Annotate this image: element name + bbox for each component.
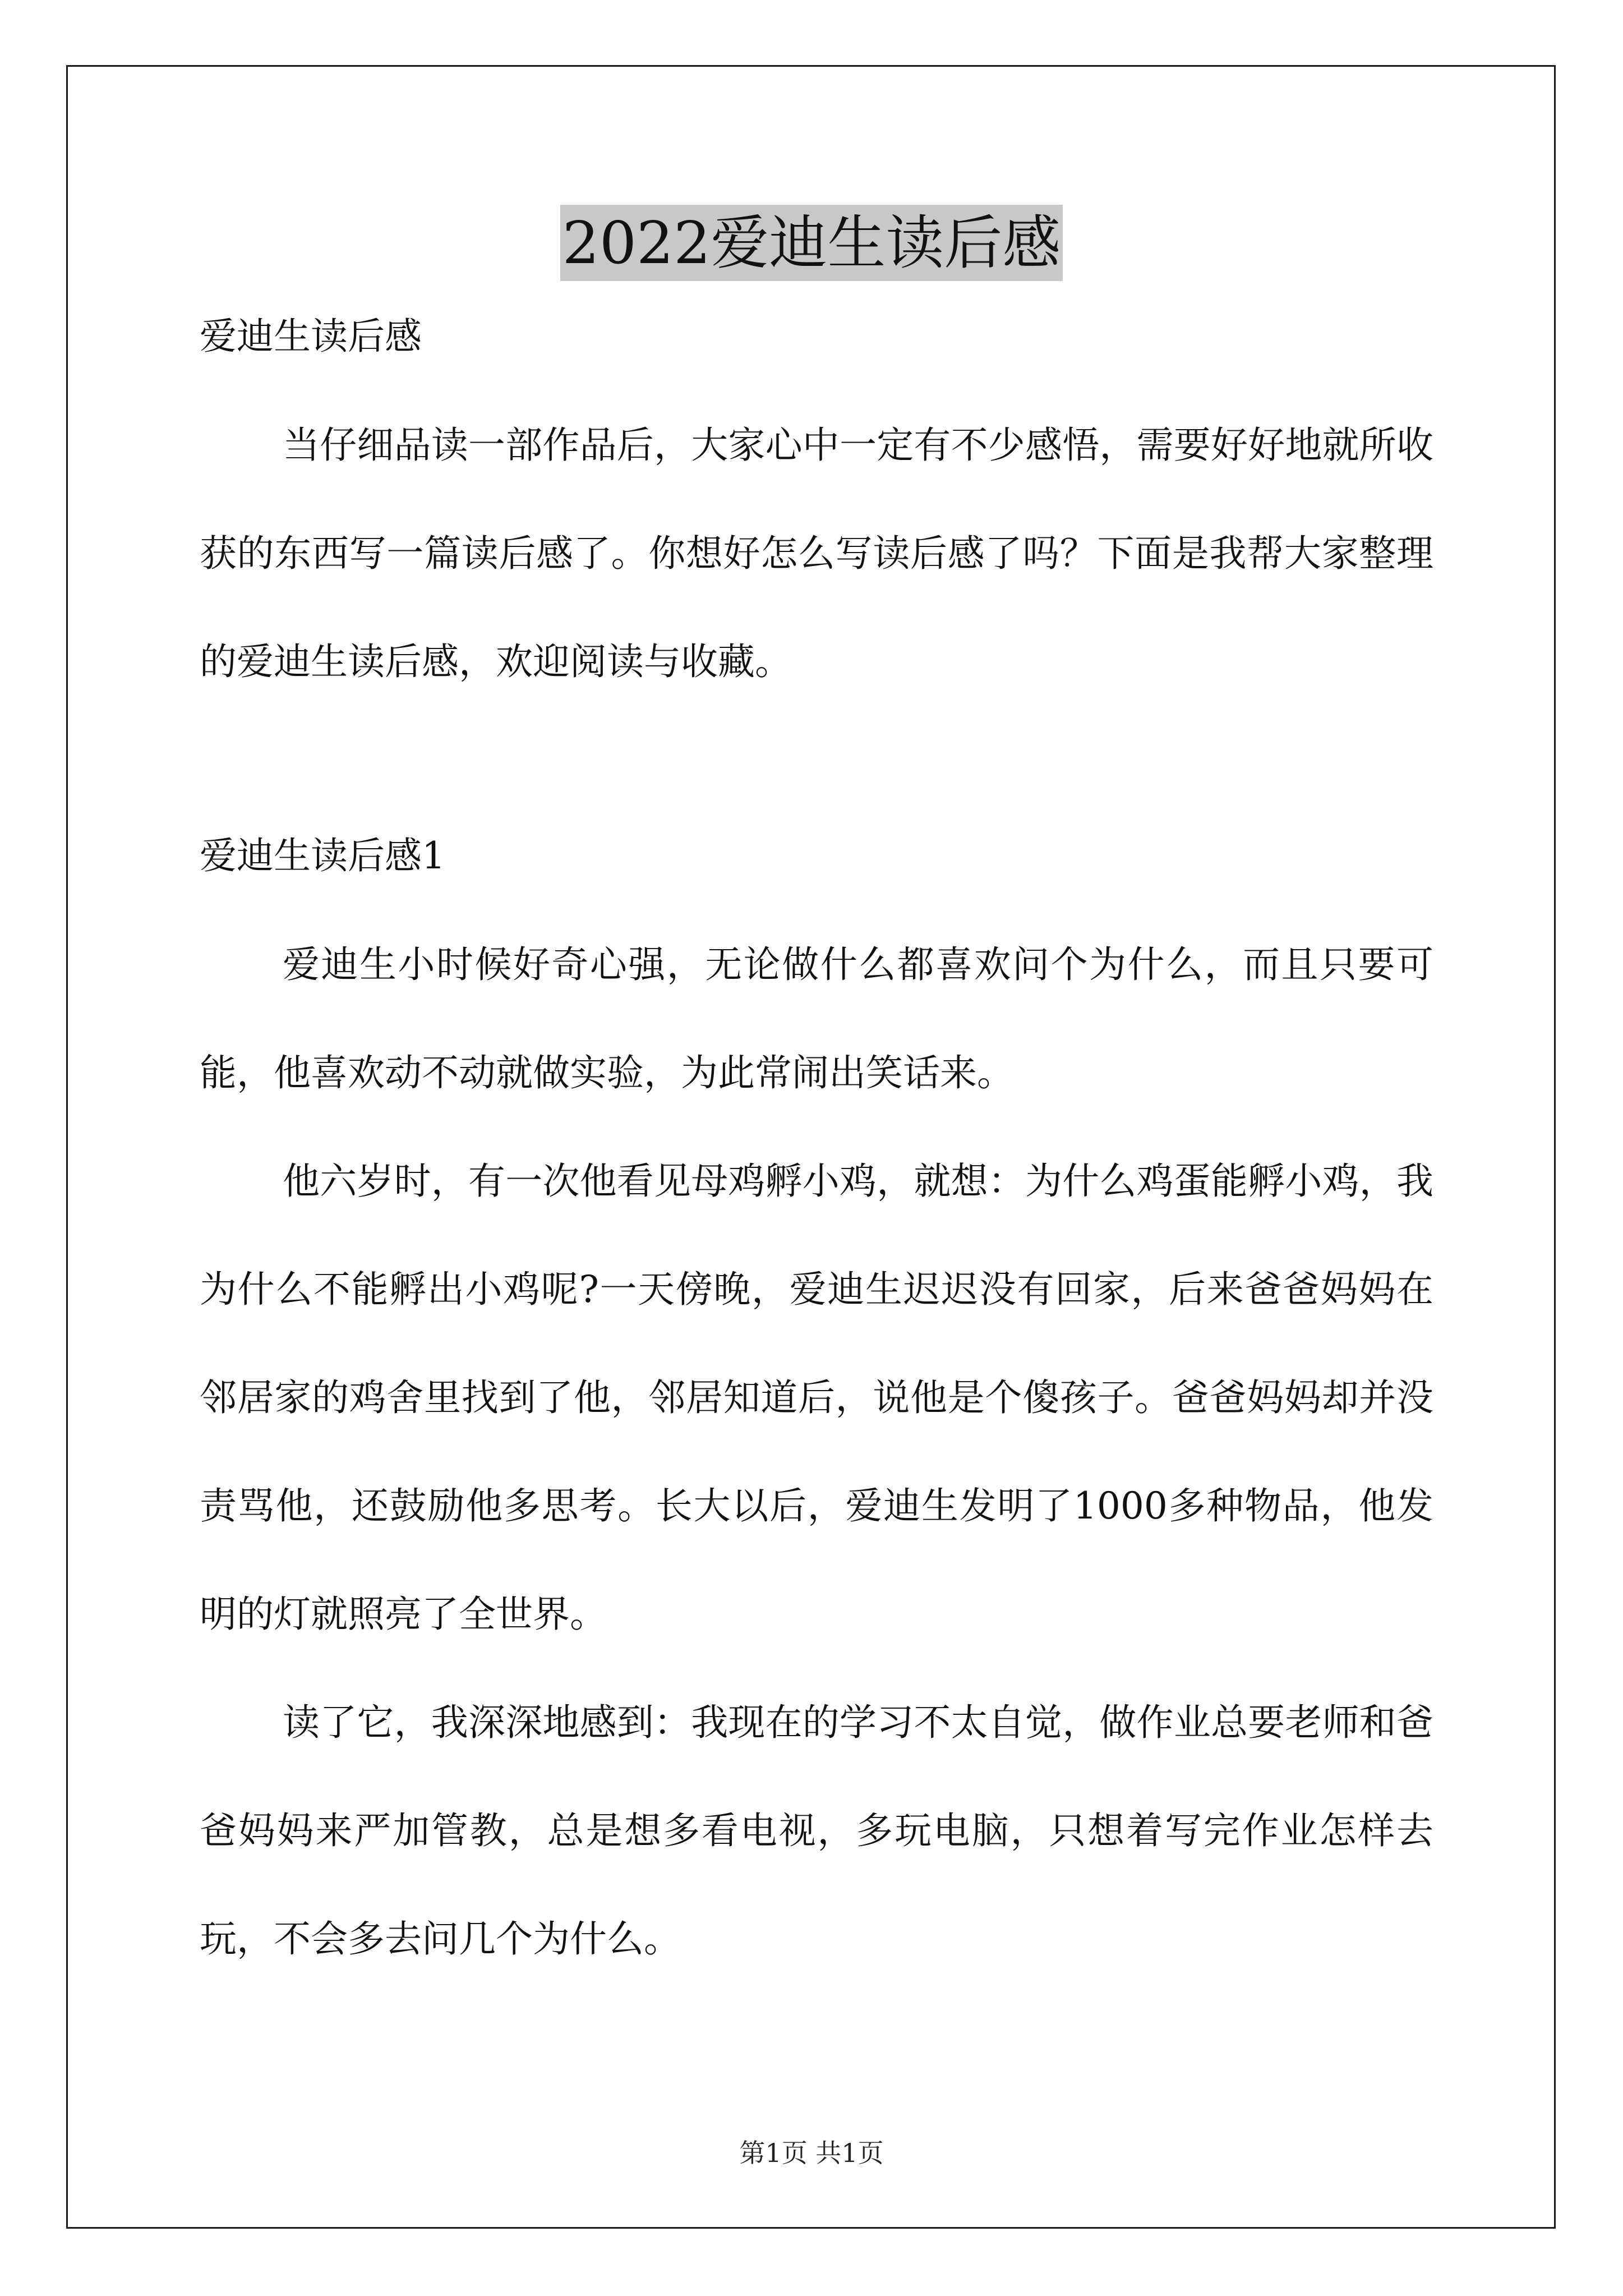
body-paragraph: 爱迪生小时候好奇心强，无论做什么都喜欢问个为什么，而且只要可能，他喜欢动不动就做实验，为此常闹出笑话来。 [200,943,1433,1094]
document-title: 2022爱迪生读后感 [560,205,1063,281]
intro-heading: 爱迪生读后感 [200,315,422,358]
intro-paragraph: 当仔细品读一部作品后，大家心中一定有不少感悟，需要好好地就所收获的东西写一篇读后感了。你想好怎么写读后感了吗？下面是我帮大家整理的爱迪生读后感，欢迎阅读与收藏。 [200,424,1433,683]
section-heading: 爱迪生读后感1 [200,834,445,877]
document-body [200,314,1433,1993]
page-footer: 第1页 共1页 [739,2138,884,2168]
title-container [0,205,1623,281]
body-paragraph: 读了它，我深深地感到：我现在的学习不太自觉，做作业总要老师和爸爸妈妈来严加管教，总是想多看电视，多玩电脑，只想着写完作业怎样去玩，不会多去问几个为什么。 [200,1701,1433,1961]
body-paragraph: 他六岁时，有一次他看见母鸡孵小鸡，就想：为什么鸡蛋能孵小鸡，我为什么不能孵出小鸡呢?一天傍晚，爱迪生迟迟没有回家，后来爸爸妈妈在邻居家的鸡舍里找到了他，邻居知道后，说他是个傻孩子。爸爸妈妈却并没责骂他，还鼓励他多思考。长大以后，爱迪生发明了1000多种物品，他发明的灯就照亮了全世界。 [200,1159,1433,1636]
